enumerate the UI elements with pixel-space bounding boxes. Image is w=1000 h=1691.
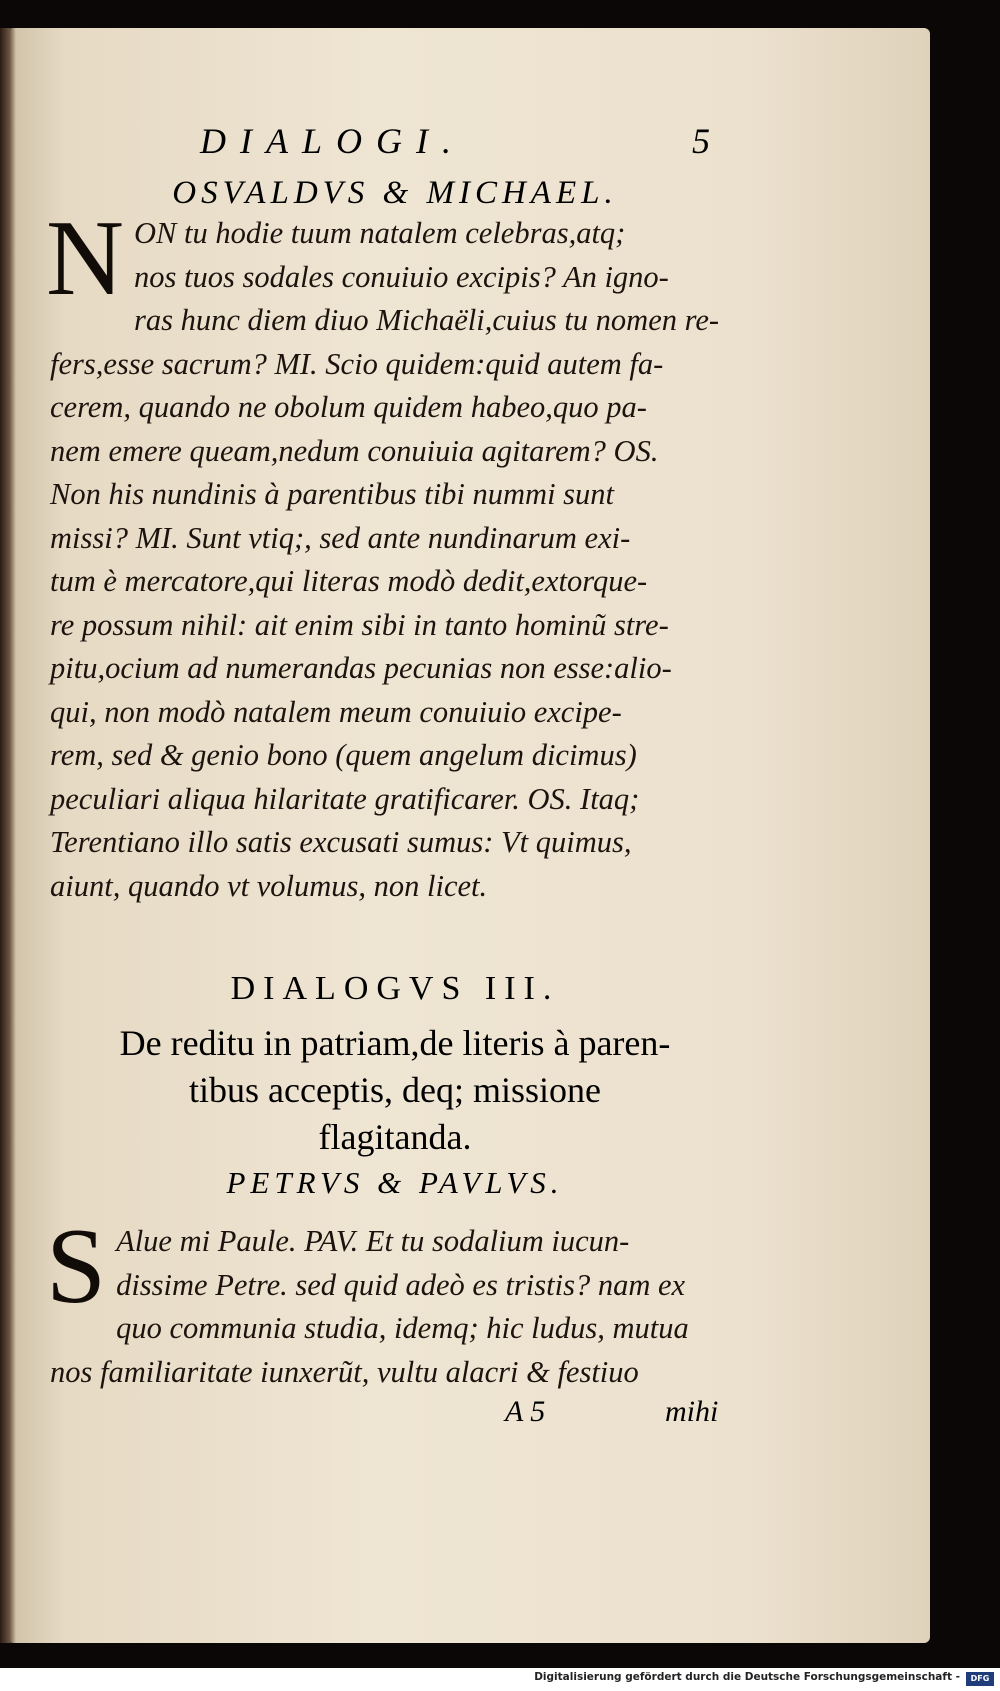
- running-head: [50, 120, 740, 170]
- text-line: nos tuos sodales conuiuio excipis? An igno-: [134, 259, 669, 294]
- dialogue-3-text: [46, 1207, 730, 1394]
- catchword: mihi: [665, 1395, 719, 1428]
- text-line: missi? MI. Sunt vtiq;, sed ante nundinarum exi-: [50, 520, 631, 555]
- page-gutter-shadow: [0, 28, 16, 1643]
- text-line: nos familiaritate iunxerũt, vultu alacri & festiuo: [50, 1354, 639, 1389]
- footer-credit: Digitalisierung gefördert durch die Deutsche Forschungsgemeinschaft -: [534, 1671, 960, 1683]
- text-line: quo communia studia, idemq; hic ludus, mutua: [116, 1311, 689, 1345]
- text-line: fers,esse sacrum? MI. Scio quidem:quid autem fa-: [50, 346, 664, 381]
- text-line: ON tu hodie tuum natalem celebras,atq;: [134, 216, 626, 250]
- dialogue-2-speakers: OSVALDVS & MICHAEL.: [172, 175, 618, 211]
- text-line: pitu,ocium ad numerandas pecunias non esse:alio-: [50, 651, 672, 685]
- subtitle-line: flagitanda.: [318, 1117, 472, 1157]
- dialogue-2-text: [46, 199, 730, 908]
- text-line: tum è mercatore,qui literas modò dedit,extorque-: [50, 564, 648, 598]
- text-line: cerem, quando ne obolum quidem habeo,quo pa-: [50, 390, 647, 424]
- text-line: rem, sed & genio bono (quem angelum dicimus): [50, 738, 637, 772]
- subtitle-line: tibus acceptis, deq; missione: [189, 1070, 601, 1110]
- subtitle-line: De reditu in patriam,de literis à paren-: [119, 1023, 671, 1063]
- text-line: dissime Petre. sed quid adeò es tristis? nam ex: [116, 1267, 686, 1302]
- text-line: peculiari aliqua hilaritate gratificarer. OS. Itaq;: [50, 781, 640, 816]
- text-line: qui, non modò natalem meum conuiuio excipe-: [50, 694, 622, 729]
- footer-bar: [0, 1668, 1000, 1691]
- drop-cap-s: S: [46, 1207, 107, 1326]
- dialogue-3-subtitle: [50, 1020, 740, 1161]
- text-line: Alue mi Paule. PAV. Et tu sodalium iucun-: [116, 1224, 630, 1258]
- dialogue-3-heading: DIALOGVS III.: [230, 970, 560, 1007]
- drop-cap-n: N: [46, 199, 124, 318]
- running-title: DIALOGI.: [200, 121, 465, 161]
- text-line: nem emere queam,nedum conuiuia agitarem? OS.: [50, 433, 659, 468]
- dfg-logo-icon: DFG: [966, 1672, 994, 1686]
- page-number: 5: [692, 121, 710, 161]
- text-line: aiunt, quando vt volumus, non licet.: [50, 868, 488, 903]
- text-line: ras hunc diem diuo Michaëli,cuius tu nomen re-: [134, 303, 720, 337]
- signature-mark: A 5: [505, 1395, 546, 1428]
- text-line: Non his nundinis à parentibus tibi nummi sunt: [50, 477, 615, 511]
- dialogue-3-speakers: PETRVS & PAVLVS.: [226, 1165, 564, 1200]
- text-line: re possum nihil: ait enim sibi in tanto hominũ stre-: [50, 607, 669, 642]
- text-line: Terentiano illo satis excusati sumus: Vt quimus,: [50, 825, 632, 859]
